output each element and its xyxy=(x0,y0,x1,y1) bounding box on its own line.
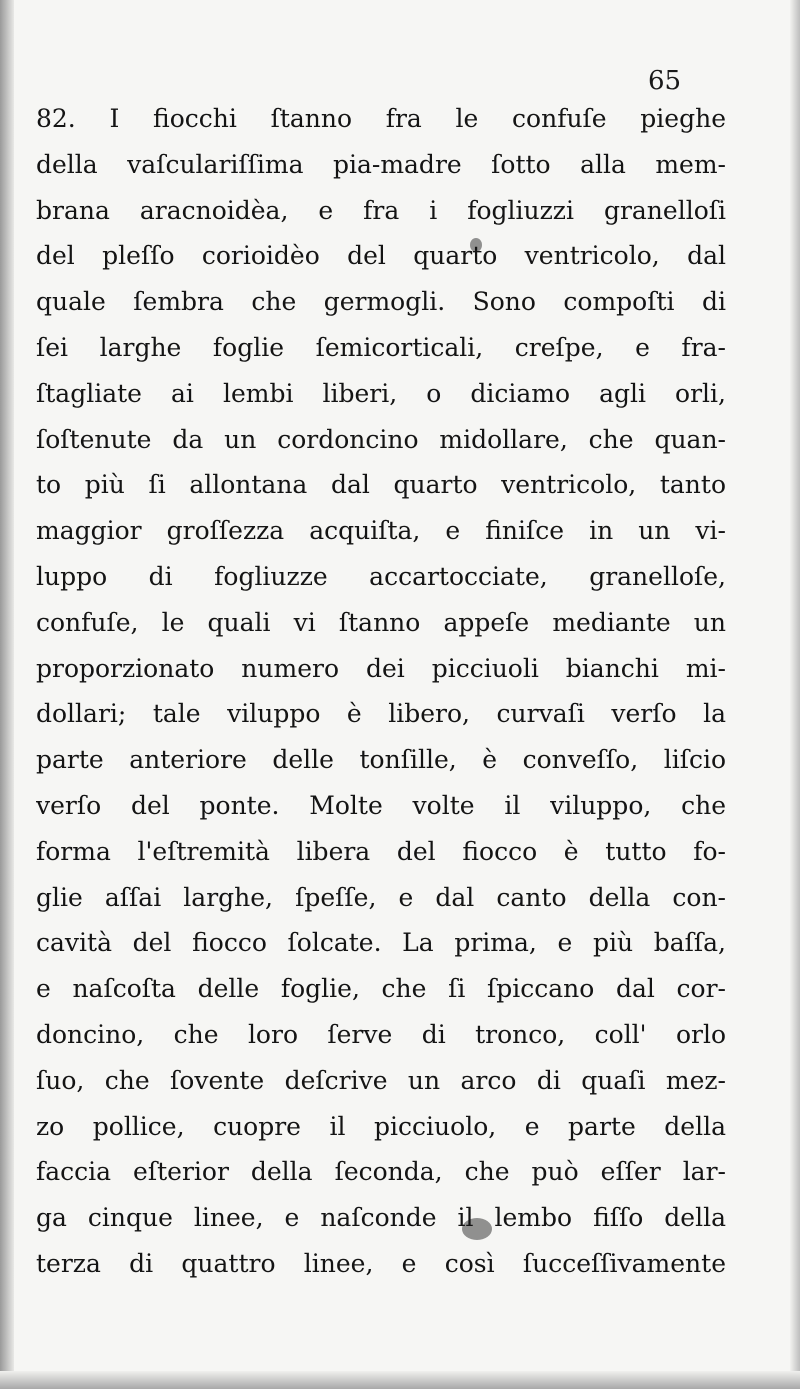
text-line: glie aſſai larghe, ſpeſſe, e dal canto della con- xyxy=(36,882,726,912)
text-line: zo pollice, cuopre il picciuolo, e parte della xyxy=(36,1111,726,1141)
text-line: 82. I fiocchi ſtanno fra le confuſe pieghe xyxy=(36,104,726,133)
text-line: verſo del ponte. Molte volte il viluppo, che xyxy=(36,790,726,820)
text-line: quale ſembra che germogli. Sono compoſti di xyxy=(36,287,726,317)
text-line: doncino, che loro ſerve di tronco, coll' orlo xyxy=(36,1019,726,1049)
text-line: dollari; tale viluppo è libero, curvaſi verſo la xyxy=(36,699,726,729)
text-line: terza di quattro linee, e così ſucceſſivamente xyxy=(36,1248,726,1278)
text-line: e naſcoſta delle foglie, che ſi ſpiccano dal cor- xyxy=(36,974,726,1004)
text-line: maggior groſſezza acquiſta, e finiſce in un vi- xyxy=(36,516,726,546)
text-line: ga cinque linee, e naſconde il lembo fiſſo della xyxy=(36,1203,726,1233)
text-line: luppo di fogliuzze accartocciate, granelloſe, xyxy=(36,561,726,591)
text-line: cavità del fiocco ſolcate. La prima, e più baſſa, xyxy=(36,928,726,958)
text-line: to più ſi allontana dal quarto ventricolo, tanto xyxy=(36,470,726,500)
text-line: brana aracnoidèa, e fra i fogliuzzi granelloſi xyxy=(36,195,726,225)
text-line: faccia eſterior della ſeconda, che può eſſer lar- xyxy=(36,1157,726,1187)
text-line: parte anteriore delle tonſille, è conveſſo, liſcio xyxy=(36,745,726,775)
page-bottom-edge xyxy=(0,1371,800,1389)
text-line: del pleſſo corioidèo del quarto ventricolo, dal xyxy=(36,241,726,271)
page-right-edge xyxy=(790,0,800,1389)
page-left-edge xyxy=(0,0,14,1389)
text-line: proporzionato numero dei picciuoli bianchi mi- xyxy=(36,653,726,683)
body-text xyxy=(36,96,726,1287)
text-line: ſei larghe foglie ſemicorticali, creſpe, e fra- xyxy=(36,332,726,362)
text-line: forma l'eſtremità libera del fiocco è tutto fo- xyxy=(36,836,726,866)
text-line: ſuo, che ſovente deſcrive un arco di quaſi mez- xyxy=(36,1065,726,1095)
text-line: della vaſculariſſima pia-madre ſotto alla mem- xyxy=(36,149,726,179)
text-line: ſoſtenute da un cordoncino midollare, che quan- xyxy=(36,424,726,454)
page-number: 65 xyxy=(648,66,682,96)
text-line: confuſe, le quali vi ſtanno appeſe mediante un xyxy=(36,607,726,637)
text-line: ſtagliate ai lembi liberi, o diciamo agli orli, xyxy=(36,378,726,408)
